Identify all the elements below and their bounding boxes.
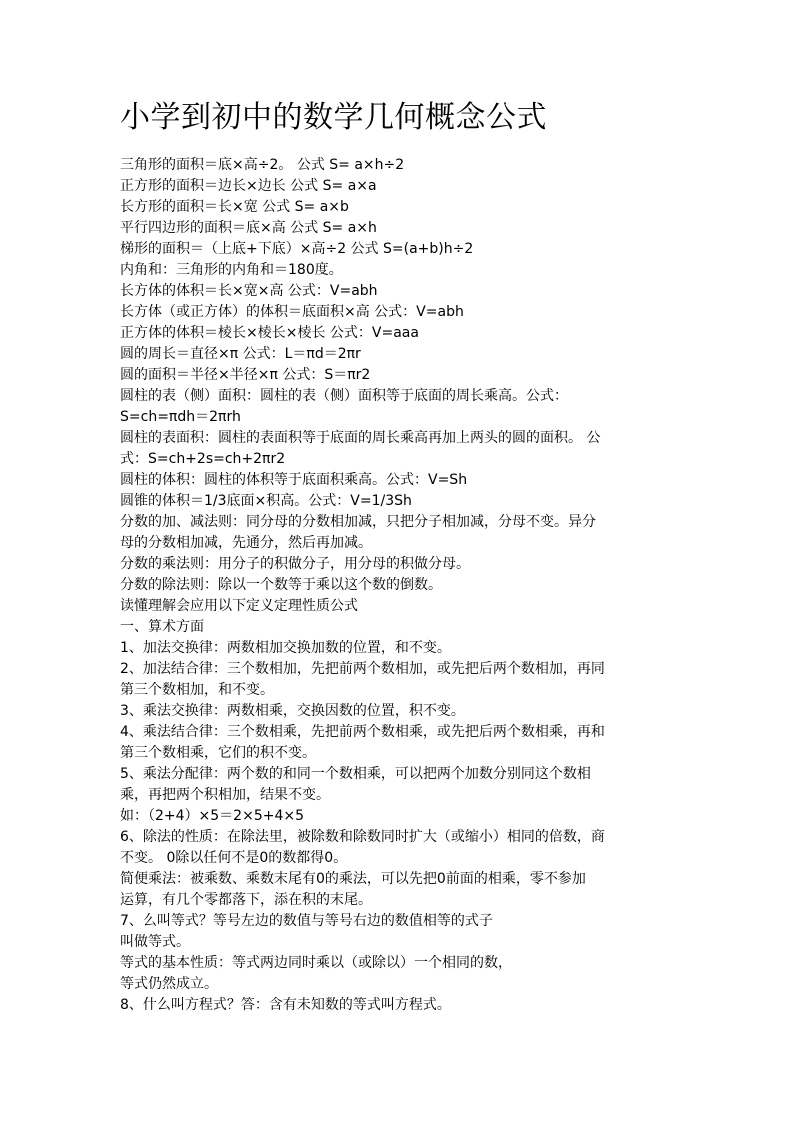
text-line: 6、除法的性质：在除法里，被除数和除数同时扩大（或缩小）相同的倍数，商 xyxy=(120,829,605,845)
text-line: 叫做等式。 xyxy=(120,934,190,950)
text-line: 1、加法交换律：两数相加交换加数的位置，和不变。 xyxy=(120,640,451,656)
text-line: 运算，有几个零都落下，添在积的末尾。 xyxy=(120,892,372,908)
text-line: 式：S=ch+2s=ch+2πr2 xyxy=(120,451,286,467)
text-line: 分数的加、减法则：同分母的分数相加减，只把分子相加减，分母不变。异分 xyxy=(120,514,596,530)
text-line: 三角形的面积＝底×高÷2。 公式 S= a×h÷2 xyxy=(120,157,405,173)
text-line: 长方形的面积＝长×宽 公式 S= a×b xyxy=(120,199,349,215)
text-line: 第三个数相加，和不变。 xyxy=(120,682,274,698)
text-line: 圆柱的表面积：圆柱的表面积等于底面的周长乘高再加上两头的圆的面积。 公 xyxy=(120,430,601,446)
text-line: 圆柱的体积：圆柱的体积等于底面积乘高。公式：V=Sh xyxy=(120,472,468,488)
text-line: 7、么叫等式？等号左边的数值与等号右边的数值相等的式子 xyxy=(120,913,493,929)
text-line: 平行四边形的面积＝底×高 公式 S= a×h xyxy=(120,220,377,236)
text-line: 分数的乘法则：用分子的积做分子，用分母的积做分母。 xyxy=(120,556,470,572)
text-line: 等式仍然成立。 xyxy=(120,976,218,992)
text-line: 圆锥的体积＝1/3底面×积高。公式：V=1/3Sh xyxy=(120,493,412,509)
text-line: 等式的基本性质：等式两边同时乘以（或除以）一个相同的数， xyxy=(120,955,512,971)
text-line: 8、什么叫方程式？答：含有未知数的等式叫方程式。 xyxy=(120,997,451,1013)
text-line: 圆柱的表（侧）面积：圆柱的表（侧）面积等于底面的周长乘高。公式： xyxy=(120,388,568,404)
text-line: 第三个数相乘，它们的积不变。 xyxy=(120,745,316,761)
text-line: 5、乘法分配律：两个数的和同一个数相乘，可以把两个加数分别同这个数相 xyxy=(120,766,591,782)
text-line: 梯形的面积＝（上底+下底）×高÷2 公式 S=(a+b)h÷2 xyxy=(120,241,474,257)
document-body xyxy=(120,155,680,1016)
text-line: 分数的除法则：除以一个数等于乘以这个数的倒数。 xyxy=(120,577,442,593)
document-title: 小学到初中的数学几何概念公式 xyxy=(120,100,547,135)
text-line: 4、乘法结合律：三个数相乘，先把前两个数相乘，或先把后两个数相乘，再和 xyxy=(120,724,605,740)
text-line: 简便乘法：被乘数、乘数末尾有0的乘法，可以先把0前面的相乘，零不参加 xyxy=(120,871,586,887)
text-line: 正方体的体积＝棱长×棱长×棱长 公式：V=aaa xyxy=(120,325,419,341)
text-line: 母的分数相加减，先通分，然后再加减。 xyxy=(120,535,372,551)
text-line: 不变。 0除以任何不是0的数都得0。 xyxy=(120,850,348,866)
text-line: 读懂理解会应用以下定义定理性质公式 xyxy=(120,598,358,614)
text-line: 长方体（或正方体）的体积＝底面积×高 公式：V=abh xyxy=(120,304,464,320)
text-line: 3、乘法交换律：两数相乘，交换因数的位置，积不变。 xyxy=(120,703,465,719)
text-line: 一、算术方面 xyxy=(120,619,204,635)
text-line: 圆的面积＝半径×半径×π 公式：S＝πr2 xyxy=(120,367,371,383)
text-line: 长方体的体积＝长×宽×高 公式：V=abh xyxy=(120,283,378,299)
text-line: 内角和：三角形的内角和＝180度。 xyxy=(120,262,343,278)
text-line: S=ch=πdh＝2πrh xyxy=(120,409,241,425)
text-line: 正方形的面积＝边长×边长 公式 S= a×a xyxy=(120,178,377,194)
text-line: 如：（2+4）×5＝2×5+4×5 xyxy=(120,808,305,824)
text-line: 2、加法结合律：三个数相加，先把前两个数相加，或先把后两个数相加，再同 xyxy=(120,661,605,677)
text-line: 乘，再把两个积相加，结果不变。 xyxy=(120,787,330,803)
text-line: 圆的周长＝直径×π 公式：L＝πd＝2πr xyxy=(120,346,361,362)
